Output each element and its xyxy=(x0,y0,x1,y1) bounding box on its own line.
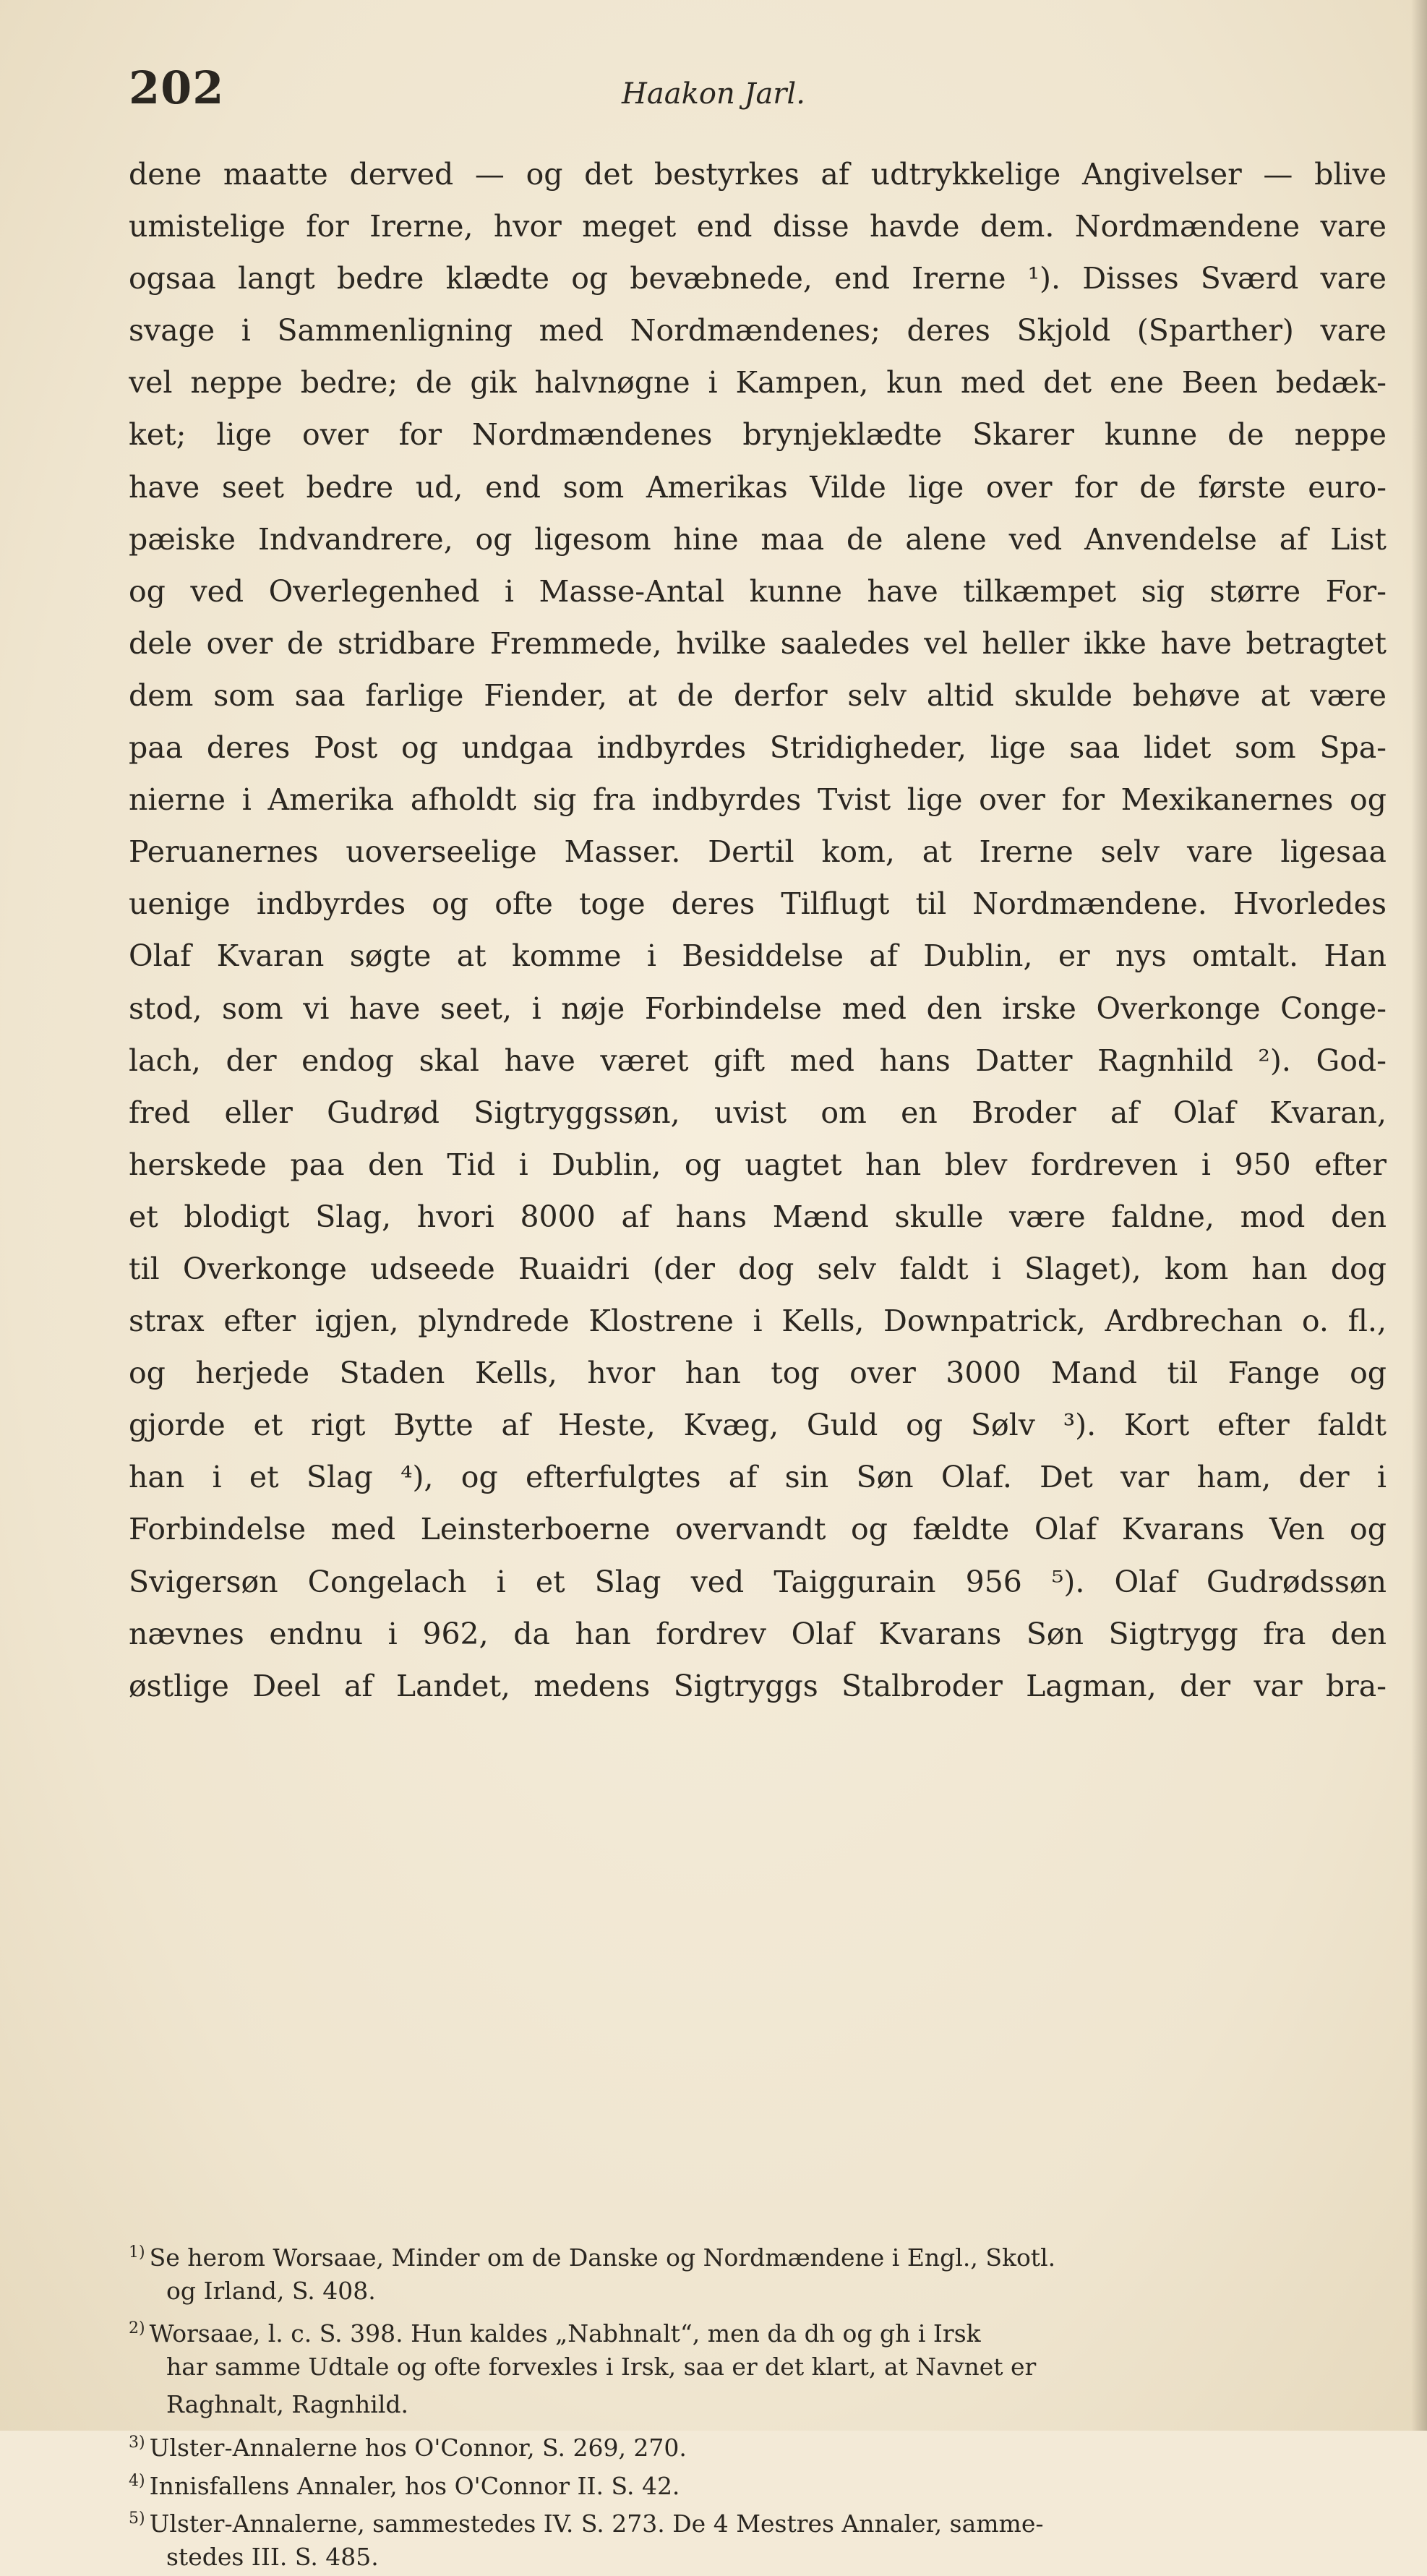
text-line: uenige indbyrdes og ofte toge deres Tilflugt til Nordmændene. Hvorledes xyxy=(129,886,1387,922)
footnote-text: Worsaae, l. c. S. 398. Hun kaldes „Nabhnalt“, men da dh og gh i Irsk xyxy=(149,2319,981,2348)
running-head: Haakon Jarl. xyxy=(622,77,805,111)
text-line: han i et Slag ⁴), og efterfulgtes af sin Søn Olaf. Det var ham, der i xyxy=(129,1460,1387,1495)
text-line: til Overkonge udseede Ruaidri (der dog selv faldt i Slaget), kom han dog xyxy=(129,1251,1387,1286)
text-line: ket; lige over for Nordmændenes brynjeklædte Skarer kunne de neppe xyxy=(129,417,1387,453)
text-line: Forbindelse med Leinsterboerne overvandt og fældte Olaf Kvarans Ven og xyxy=(129,1512,1387,1547)
footnotes xyxy=(129,2234,1387,2576)
footnote-line xyxy=(129,2500,1387,2538)
footnote-line xyxy=(129,2310,1387,2348)
footnote-text: Ulster-Annalerne hos O'Connor, S. 269, 270. xyxy=(149,2433,687,2462)
page-edge-shadow xyxy=(1411,0,1427,2431)
text-line: nierne i Amerika afholdt sig fra indbyrdes Tvist lige over for Mexikanernes og xyxy=(129,782,1387,818)
text-line: lach, der endog skal have været gift med hans Datter Ragnhild ²). God- xyxy=(129,1043,1387,1078)
footnote-text: stedes III. S. 485. xyxy=(166,2542,379,2571)
text-line: nævnes endnu i 962, da han fordrev Olaf Kvarans Søn Sigtrygg fra den xyxy=(129,1616,1387,1651)
text-line: ogsaa langt bedre klædte og bevæbnede, end Irerne ¹). Disses Sværd vare xyxy=(129,261,1387,296)
footnote-line xyxy=(129,2272,1387,2311)
text-line: og herjede Staden Kells, hvor han tog over 3000 Mand til Fange og xyxy=(129,1356,1387,1391)
text-line: svage i Sammenligning med Nordmændenes; deres Skjold (Sparther) vare xyxy=(129,313,1387,348)
footnote-line xyxy=(129,2462,1387,2501)
text-line: fred eller Gudrød Sigtryggssøn, uvist om en Broder af Olaf Kvaran, xyxy=(129,1095,1387,1130)
footnote-text: og Irland, S. 408. xyxy=(166,2276,376,2305)
text-line: vel neppe bedre; de gik halvnøgne i Kampen, kun med det ene Been bedæk- xyxy=(129,365,1387,401)
footnote-text: Se herom Worsaae, Minder om de Danske og Nordmændene i Engl., Skotl. xyxy=(149,2243,1056,2272)
main-text xyxy=(129,148,1387,1712)
text-line: strax efter igjen, plyndrede Klostrene i Kells, Downpatrick, Ardbrechan o. fl., xyxy=(129,1304,1387,1339)
page-number: 202 xyxy=(129,61,225,114)
footnote-text: har samme Udtale og ofte forvexles i Irsk, saa er det klart, at Navnet er xyxy=(166,2352,1037,2381)
footnote-line xyxy=(129,2348,1387,2387)
text-line: dem som saa farlige Fiender, at de derfor selv altid skulde behøve at være xyxy=(129,677,1387,713)
footnote-marker: 5) xyxy=(129,2509,145,2528)
text-line: gjorde et rigt Bytte af Heste, Kvæg, Guld og Sølv ³). Kort efter faldt xyxy=(129,1408,1387,1443)
footnote-line xyxy=(129,2538,1387,2576)
text-line: paa deres Post og undgaa indbyrdes Stridigheder, lige saa lidet som Spa- xyxy=(129,730,1387,766)
text-line: Svigersøn Congelach i et Slag ved Taiggurain 956 ⁵). Olaf Gudrødssøn xyxy=(129,1564,1387,1599)
footnote-text: Ulster-Annalerne, sammestedes IV. S. 273. De 4 Mestres Annaler, samme- xyxy=(149,2509,1044,2538)
footnote-text: Raghnalt, Ragnhild. xyxy=(166,2390,409,2419)
footnote-marker: 2) xyxy=(129,2319,145,2338)
text-line: dene maatte derved — og det bestyrkes af udtrykkelige Angivelser — blive xyxy=(129,157,1387,192)
text-line: have seet bedre ud, end som Amerikas Vilde lige over for de første euro- xyxy=(129,469,1387,505)
text-line: herskede paa den Tid i Dublin, og uagtet han blev fordreven i 950 efter xyxy=(129,1147,1387,1182)
page-header xyxy=(0,59,1427,117)
text-line: Peruanernes uoverseelige Masser. Dertil kom, at Irerne selv vare ligesaa xyxy=(129,834,1387,870)
text-line: og ved Overlegenhed i Masse-Antal kunne have tilkæmpet sig større For- xyxy=(129,573,1387,609)
text-line: dele over de stridbare Fremmede, hvilke saaledes vel heller ikke have betragtet xyxy=(129,625,1387,661)
text-line: pæiske Indvandrere, og ligesom hine maa de alene ved Anvendelse af List xyxy=(129,521,1387,557)
text-line: et blodigt Slag, hvori 8000 af hans Mænd skulle være faldne, mod den xyxy=(129,1199,1387,1234)
footnote-line xyxy=(129,2386,1387,2424)
text-line: umistelige for Irerne, hvor meget end disse havde dem. Nordmændene vare xyxy=(129,209,1387,244)
footnote-line xyxy=(129,2234,1387,2272)
footnote-line xyxy=(129,2424,1387,2462)
footnote-marker: 1) xyxy=(129,2243,145,2262)
footnote-marker: 3) xyxy=(129,2433,145,2452)
text-line: stod, som vi have seet, i nøje Forbindelse med den irske Overkonge Conge- xyxy=(129,990,1387,1026)
text-line: Olaf Kvaran søgte at komme i Besiddelse af Dublin, er nys omtalt. Han xyxy=(129,938,1387,974)
text-line: østlige Deel af Landet, medens Sigtryggs Stalbroder Lagman, der var bra- xyxy=(129,1668,1387,1703)
footnote-marker: 4) xyxy=(129,2471,145,2490)
footnote-text: Innisfallens Annaler, hos O'Connor II. S. 42. xyxy=(149,2471,680,2500)
